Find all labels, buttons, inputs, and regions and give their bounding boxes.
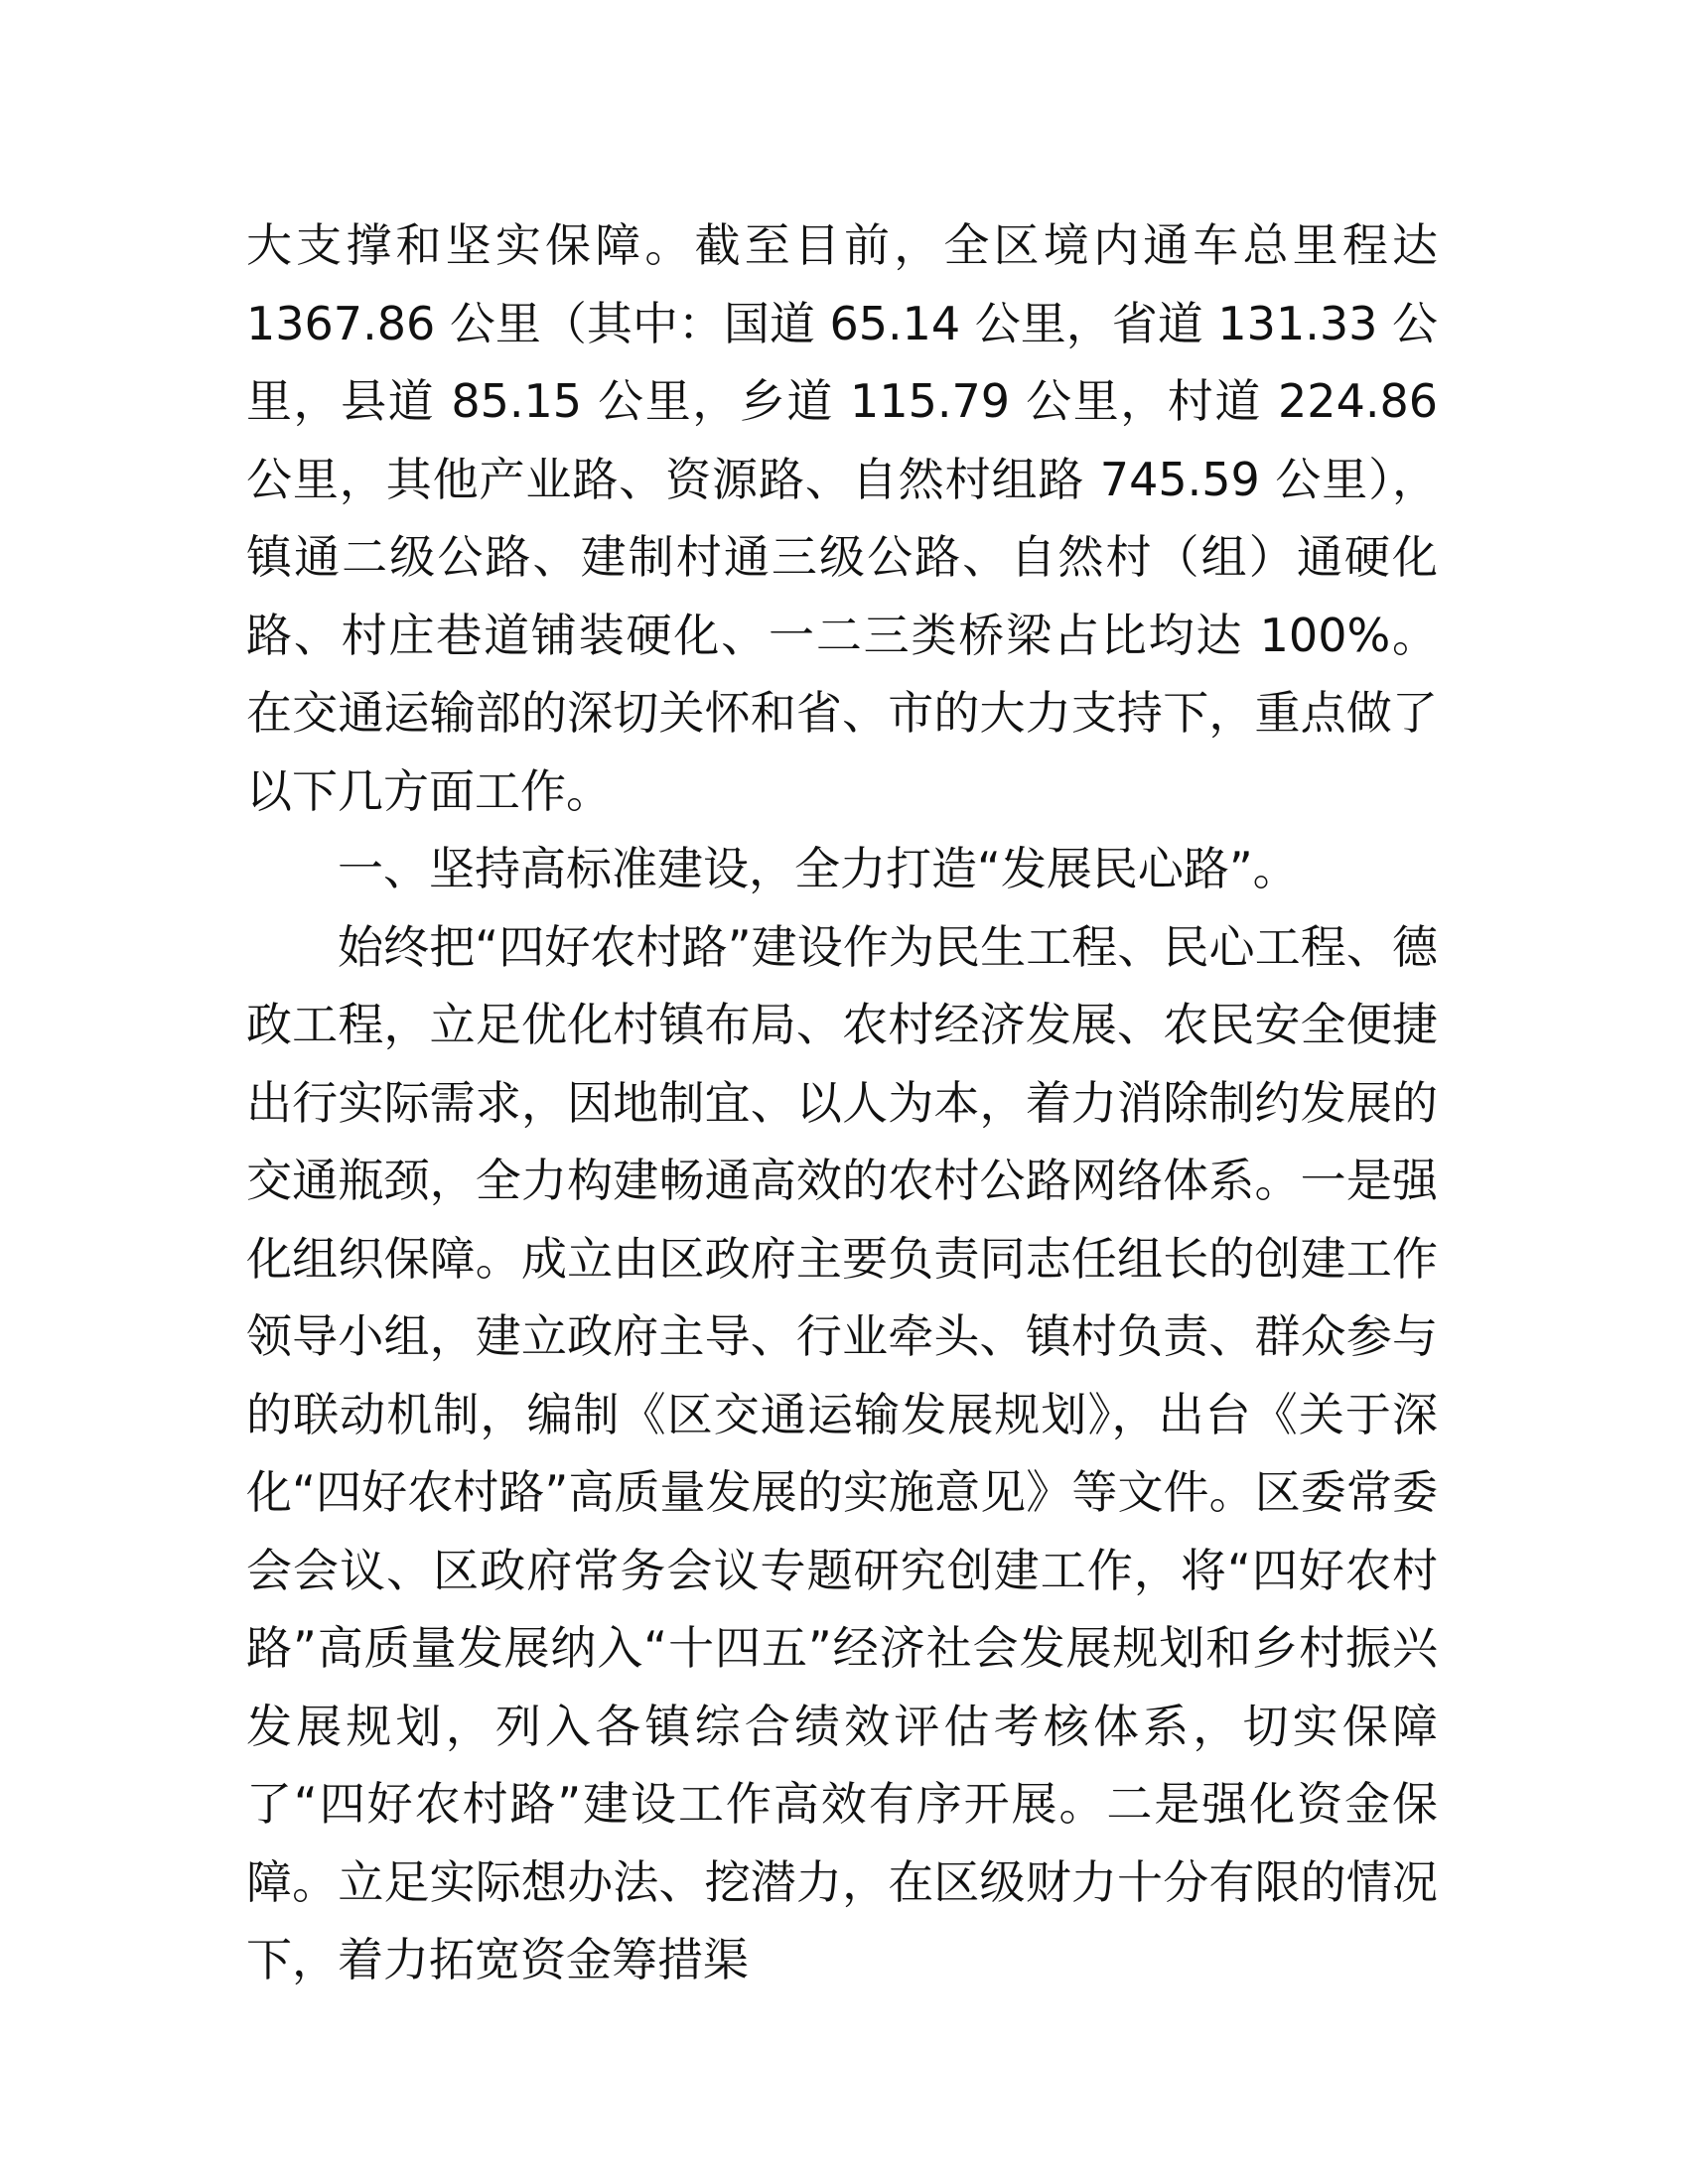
paragraph-continued: 大支撑和坚实保障。截至目前，全区境内通车总里程达1367.86 公里（其中：国道 65.14 公里，省道 131.33 公里，县道 85.15 公里，乡道 115.79 公里，村道 224.86 公里，其他产业路、资源路、自然村组路 745.59 公里），镇通二级公路、建制村通三级公路、自然村（组）通硬化路、村庄巷道铺装硬化、一二三类桥梁占比均达 100%。在交通运输部的深切关怀和省、市的大力支持下，重点做了以下几方面工作。 — [246, 218, 1438, 818]
document-body — [246, 206, 1438, 1999]
paragraph: 始终把“四好农村路”建设作为民生工程、民心工程、德政工程，立足优化村镇布局、农村经济发展、农民安全便捷出行实际需求，因地制宜、以人为本，着力消除制约发展的交通瓶颈，全力构建畅通高效的农村公路网络体系。一是强化组织保障。成立由区政府主要负责同志任组长的创建工作领导小组，建立政府主导、行业牵头、镇村负责、群众参与的联动机制，编制《区交通运输发展规划》，出台《关于深化“四好农村路”高质量发展的实施意见》等文件。区委常委会会议、区政府常务会议专题研究创建工作，将“四好农村路”高质量发展纳入“十四五”经济社会发展规划和乡村振兴发展规划，列入各镇综合绩效评估考核体系，切实保障了“四好农村路”建设工作高效有序开展。二是强化资金保障。立足实际想办法、挖潜力，在区级财力十分有限的情况下，着力拓宽资金筹措渠 — [246, 919, 1438, 1986]
section-heading: 一、坚持高标准建设，全力打造“发展民心路”。 — [338, 842, 1299, 895]
